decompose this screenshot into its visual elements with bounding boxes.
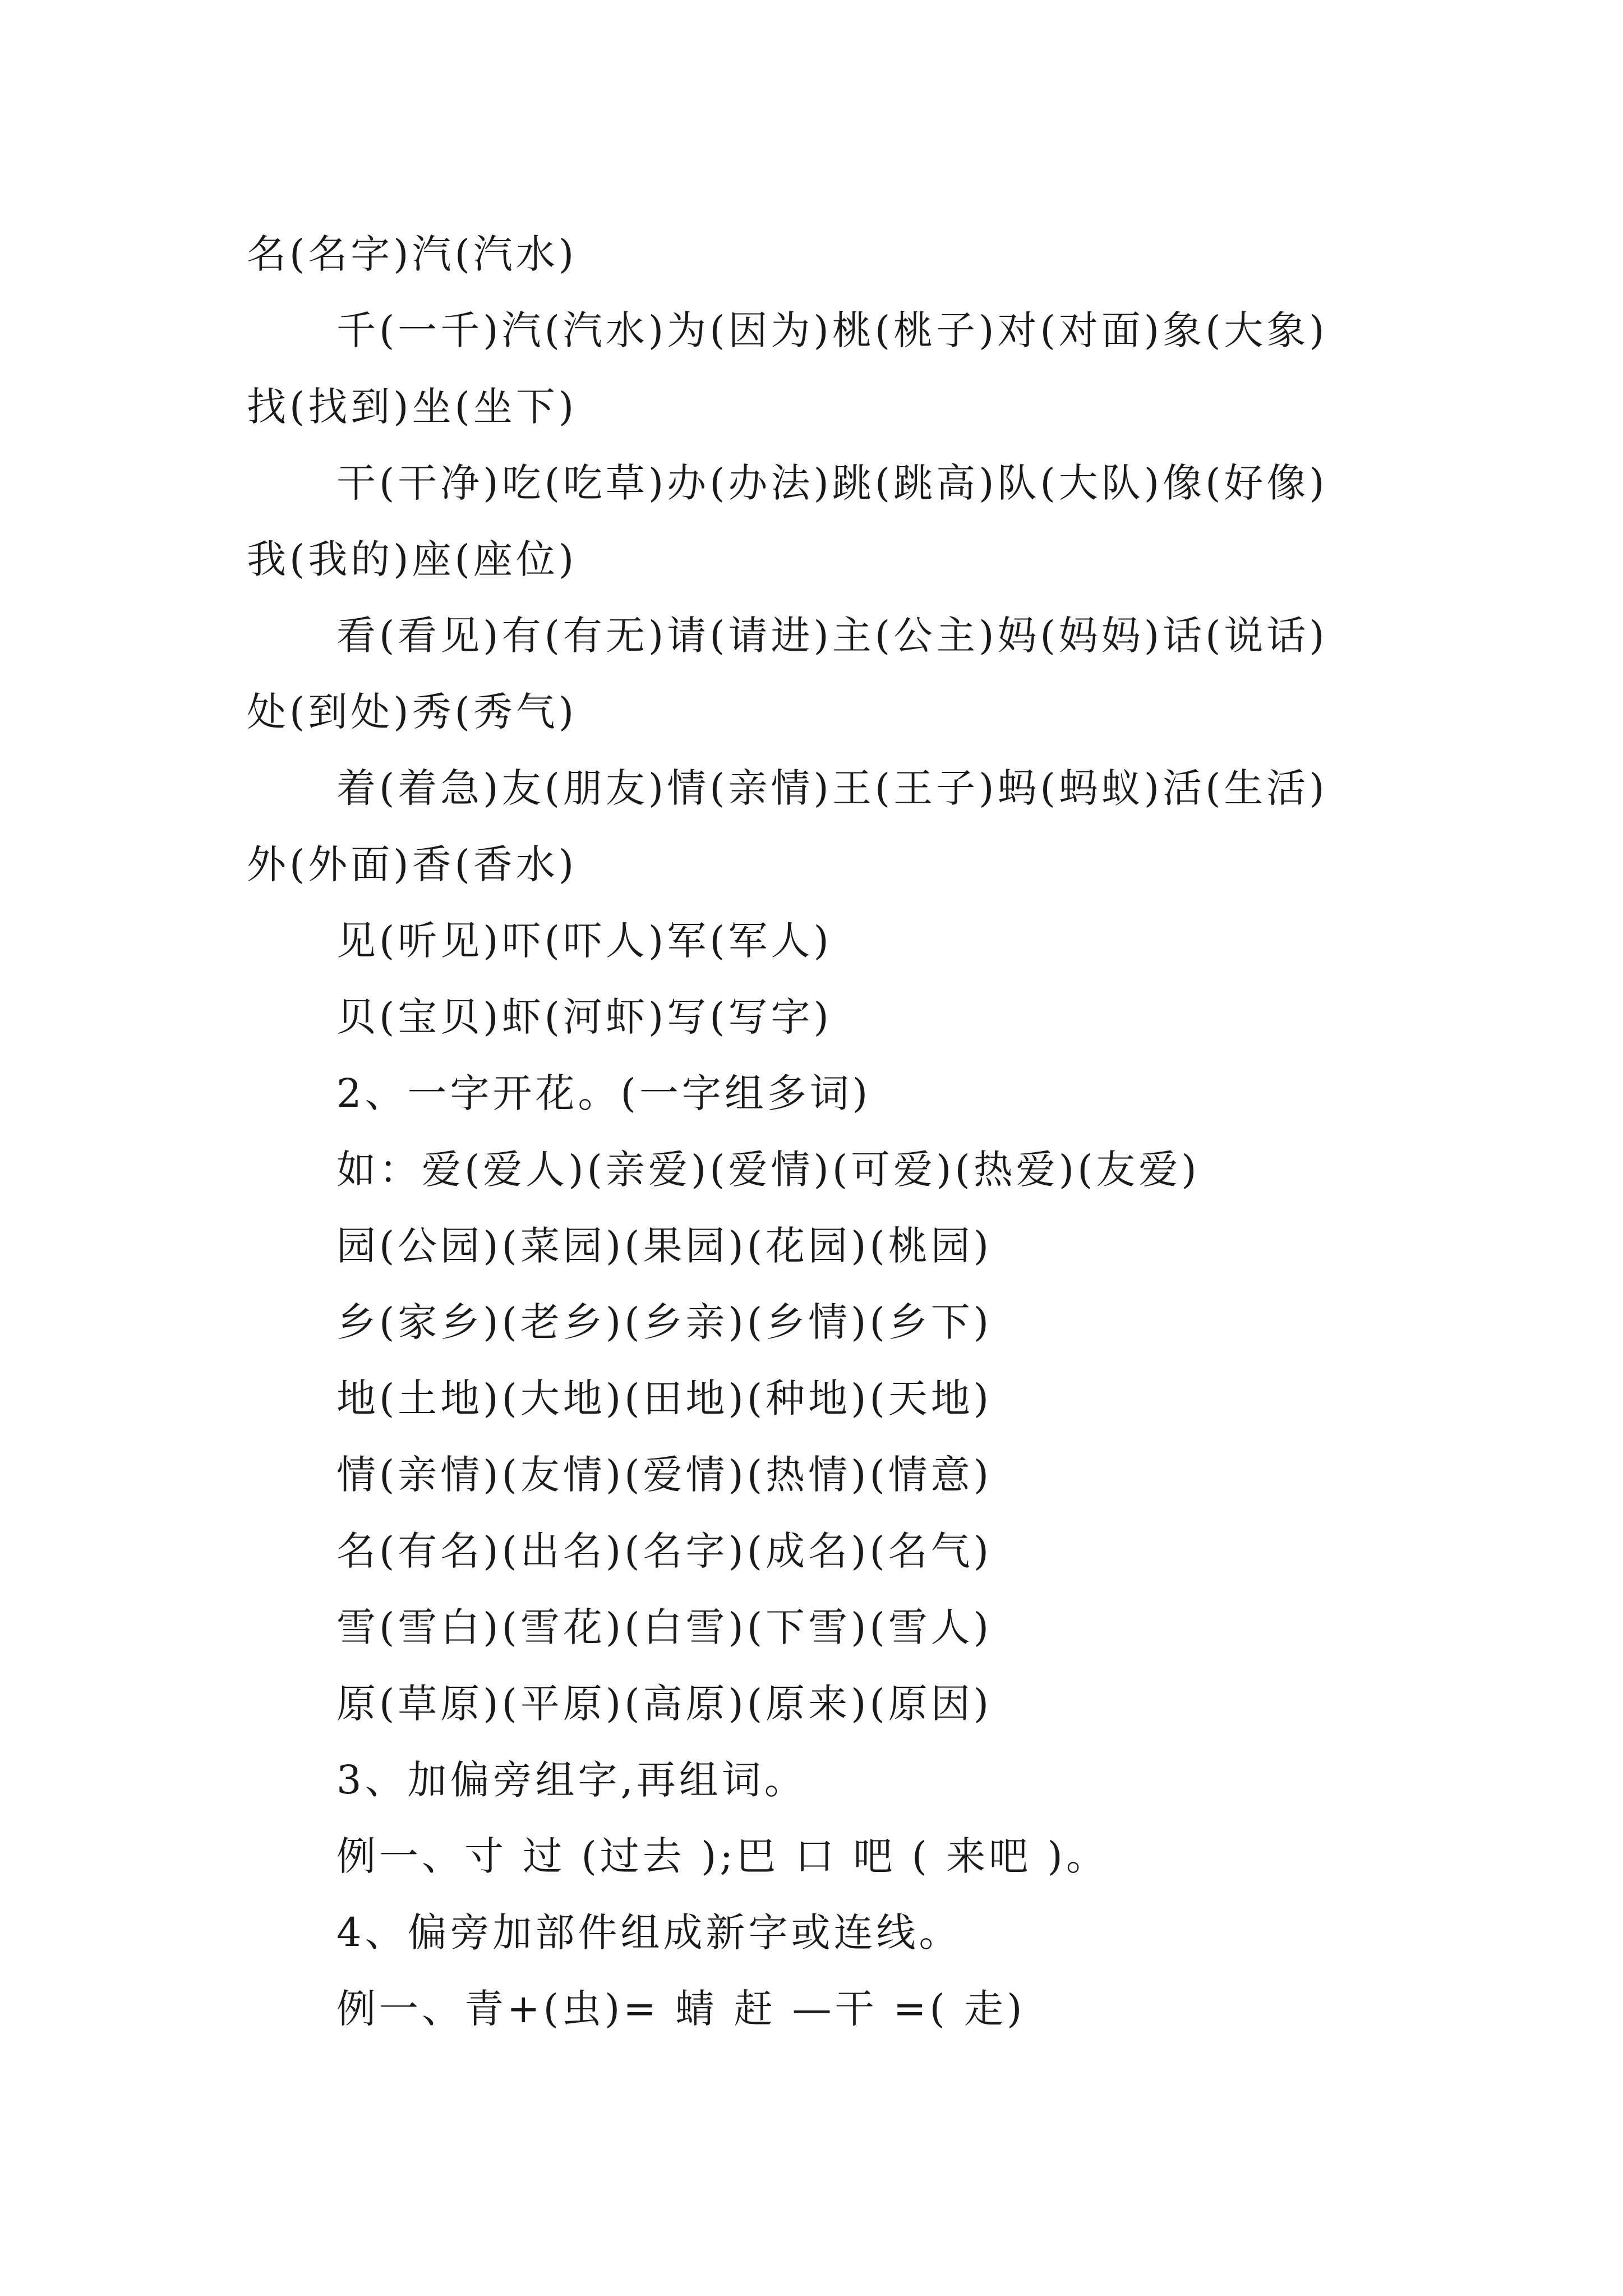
word-group-line: 名(有名)(出名)(名字)(成名)(名气) [336,1528,993,1574]
text-line-continuation: 我(我的)座(座位) [247,536,578,582]
text-line-word-pairs: 贝(宝贝)虾(河虾)写(写字) [336,994,832,1040]
word-group-line: 园(公园)(菜园)(果园)(花园)(桃园) [336,1223,993,1269]
text-line-continuation: 名(名字)汽(汽水) [247,231,578,277]
section-heading-3: 3、加偏旁组字,再组词。 [336,1757,807,1803]
text-line-word-pairs: 干(干净)吃(吃草)办(办法)跳(跳高)队(大队)像(好像) [336,460,1328,506]
word-group-line: 乡(家乡)(老乡)(乡亲)(乡情)(乡下) [336,1299,993,1345]
section-heading-4: 4、偏旁加部件组成新字或连线。 [336,1910,962,1955]
text-line-word-pairs: 千(一千)汽(汽水)为(因为)桃(桃子)对(对面)象(大象) [336,307,1328,353]
section-heading-2: 2、一字开花。(一字组多词) [336,1070,872,1116]
text-line-continuation: 处(到处)秀(秀气) [247,689,578,735]
text-line-continuation: 外(外面)香(香水) [247,841,578,887]
text-line-continuation: 找(找到)坐(坐下) [247,384,578,430]
text-line-word-pairs: 见(听见)吓(吓人)军(军人) [336,918,832,964]
word-group-line: 情(亲情)(友情)(爱情)(热情)(情意) [336,1452,993,1498]
word-group-line: 地(土地)(大地)(田地)(种地)(天地) [336,1375,993,1421]
example-line: 如：爱(爱人)(亲爱)(爱情)(可爱)(热爱)(友爱) [336,1147,1200,1193]
word-group-line: 雪(雪白)(雪花)(白雪)(下雪)(雪人) [336,1604,993,1650]
text-line-word-pairs: 着(着急)友(朋友)情(亲情)王(王子)蚂(蚂蚁)活(生活) [336,765,1328,811]
document-body [247,216,1419,2047]
example-line: 例一、寸 过 (过去 );巴 口 吧 ( 来吧 )。 [336,1833,1109,1879]
word-group-line: 原(草原)(平原)(高原)(原来)(原因) [336,1681,993,1727]
text-line-word-pairs: 看(看见)有(有无)请(请进)主(公主)妈(妈妈)话(说话) [336,613,1328,659]
example-line: 例一、青+(虫)= 蜻 赶 —干 =( 走) [336,1986,1026,2032]
